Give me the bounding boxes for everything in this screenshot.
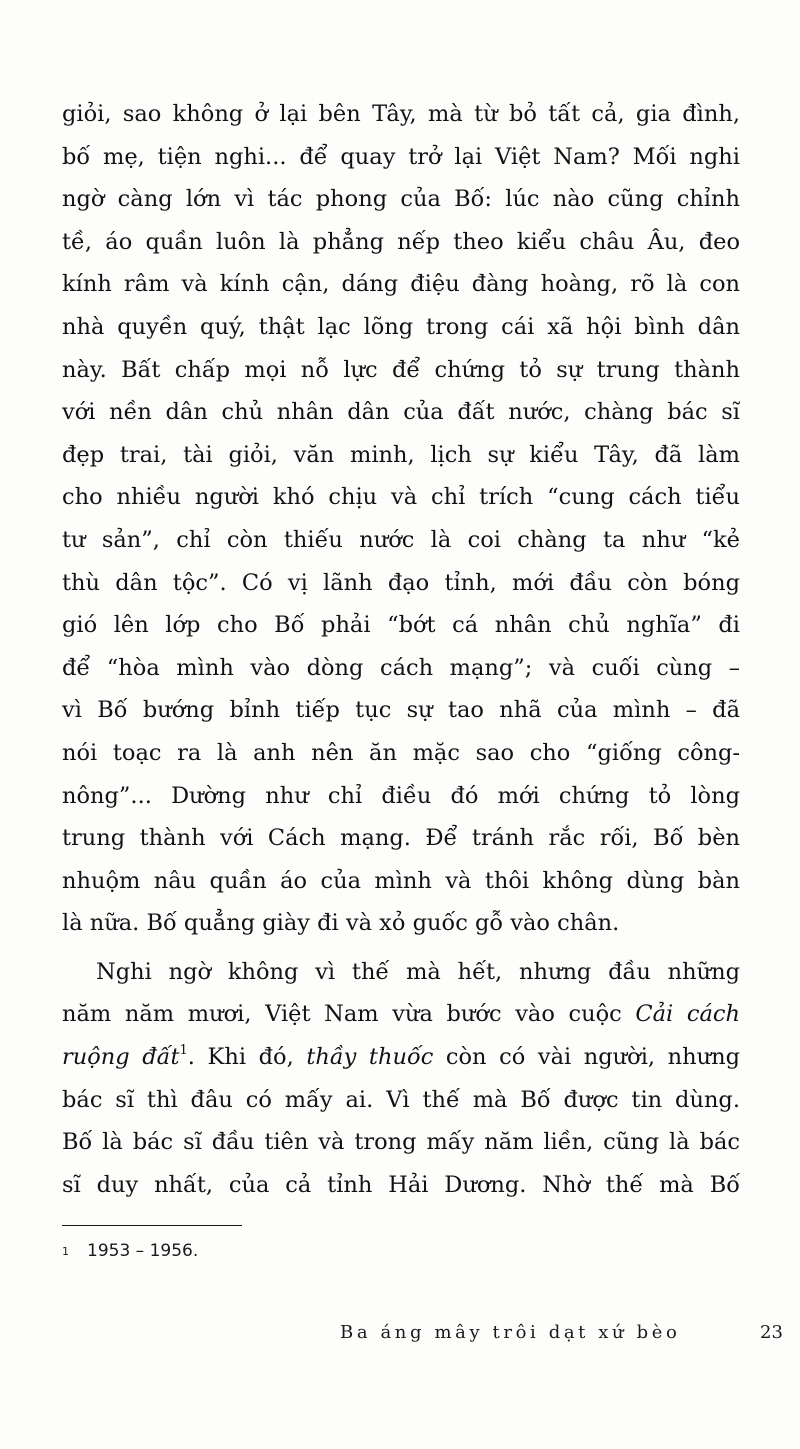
text-line: vì Bố bướng bỉnh tiếp tục sự tao nhã của mình – đã	[62, 697, 740, 724]
paragraph-1	[62, 93, 740, 945]
footnote-divider	[62, 1225, 242, 1226]
text-line: tư sản”, chỉ còn thiếu nước là coi chàng ta như “kẻ	[62, 526, 740, 553]
text-line: nhuộm nâu quần áo của mình và thôi không dùng bàn	[62, 867, 740, 894]
footnote-reference[interactable]: 1	[179, 1042, 188, 1058]
footnote-text: 1953 – 1956.	[87, 1241, 199, 1261]
text-run: còn có vài người, nhưng	[433, 1044, 741, 1071]
text-line: để “hòa mình vào dòng cách mạng”; và cuối cùng –	[62, 654, 740, 681]
text-line: với nền dân chủ nhân dân của đất nước, chàng bác sĩ	[62, 399, 740, 426]
text-line: bác sĩ thì đâu có mấy ai. Vì thế mà Bố được tin dùng.	[62, 1086, 740, 1113]
text-line: ngờ càng lớn vì tác phong của Bố: lúc nào cũng chỉnh	[62, 186, 740, 213]
text-line: là nữa. Bố quẳng giày đi và xỏ guốc gỗ vào chân.	[62, 910, 620, 937]
text-line: nông”... Dường như chỉ điều đó mới chứng tỏ lòng	[62, 782, 740, 809]
running-title: Ba áng mây trôi dạt xứ bèo	[340, 1322, 681, 1343]
italic-term: ruộng đất	[62, 1044, 180, 1071]
italic-term: Cải cách	[635, 1001, 740, 1028]
text-line: tề, áo quần luôn là phẳng nếp theo kiểu châu Âu, đeo	[62, 228, 740, 255]
italic-term: thầy thuốc	[306, 1044, 434, 1071]
body-text	[62, 93, 740, 1206]
text-line: cho nhiều người khó chịu và chỉ trích “cung cách tiểu	[62, 484, 740, 511]
text-line: sĩ duy nhất, của cả tỉnh Hải Dương. Nhờ thế mà Bố	[62, 1171, 740, 1198]
paragraph-2	[62, 951, 740, 1207]
text-line: Bố là bác sĩ đầu tiên và trong mấy năm liền, cũng là bác	[62, 1129, 740, 1156]
text-line	[62, 993, 740, 1036]
text-line: nói toạc ra là anh nên ăn mặc sao cho “giống công-	[62, 739, 740, 766]
page-number: 23	[760, 1322, 783, 1343]
text-line	[62, 1036, 740, 1079]
text-line: trung thành với Cách mạng. Để tránh rắc rối, Bố bèn	[62, 825, 740, 852]
text-line: gió lên lớp cho Bố phải “bớt cá nhân chủ nghĩa” đi	[62, 612, 740, 639]
text-line: giỏi, sao không ở lại bên Tây, mà từ bỏ tất cả, gia đình,	[62, 101, 740, 127]
text-line: đẹp trai, tài giỏi, văn minh, lịch sự kiểu Tây, đã làm	[62, 441, 740, 468]
text-run: . Khi đó,	[187, 1044, 307, 1071]
footnote	[62, 1238, 198, 1264]
footnote-mark: 1	[62, 1245, 69, 1258]
text-line: thù dân tộc”. Có vị lãnh đạo tỉnh, mới đầu còn bóng	[62, 569, 740, 596]
text-line: kính râm và kính cận, dáng điệu đàng hoàng, rõ là con	[62, 271, 740, 298]
text-line: bố mẹ, tiện nghi... để quay trở lại Việt Nam? Mối nghi	[62, 143, 740, 170]
text-run: năm năm mươi, Việt Nam vừa bước vào cuộc	[62, 1001, 636, 1028]
text-line: này. Bất chấp mọi nỗ lực để chứng tỏ sự trung thành	[62, 356, 740, 383]
text-line: Nghi ngờ không vì thế mà hết, nhưng đầu những	[96, 958, 740, 985]
text-line: nhà quyền quý, thật lạc lõng trong cái xã hội bình dân	[62, 313, 740, 340]
